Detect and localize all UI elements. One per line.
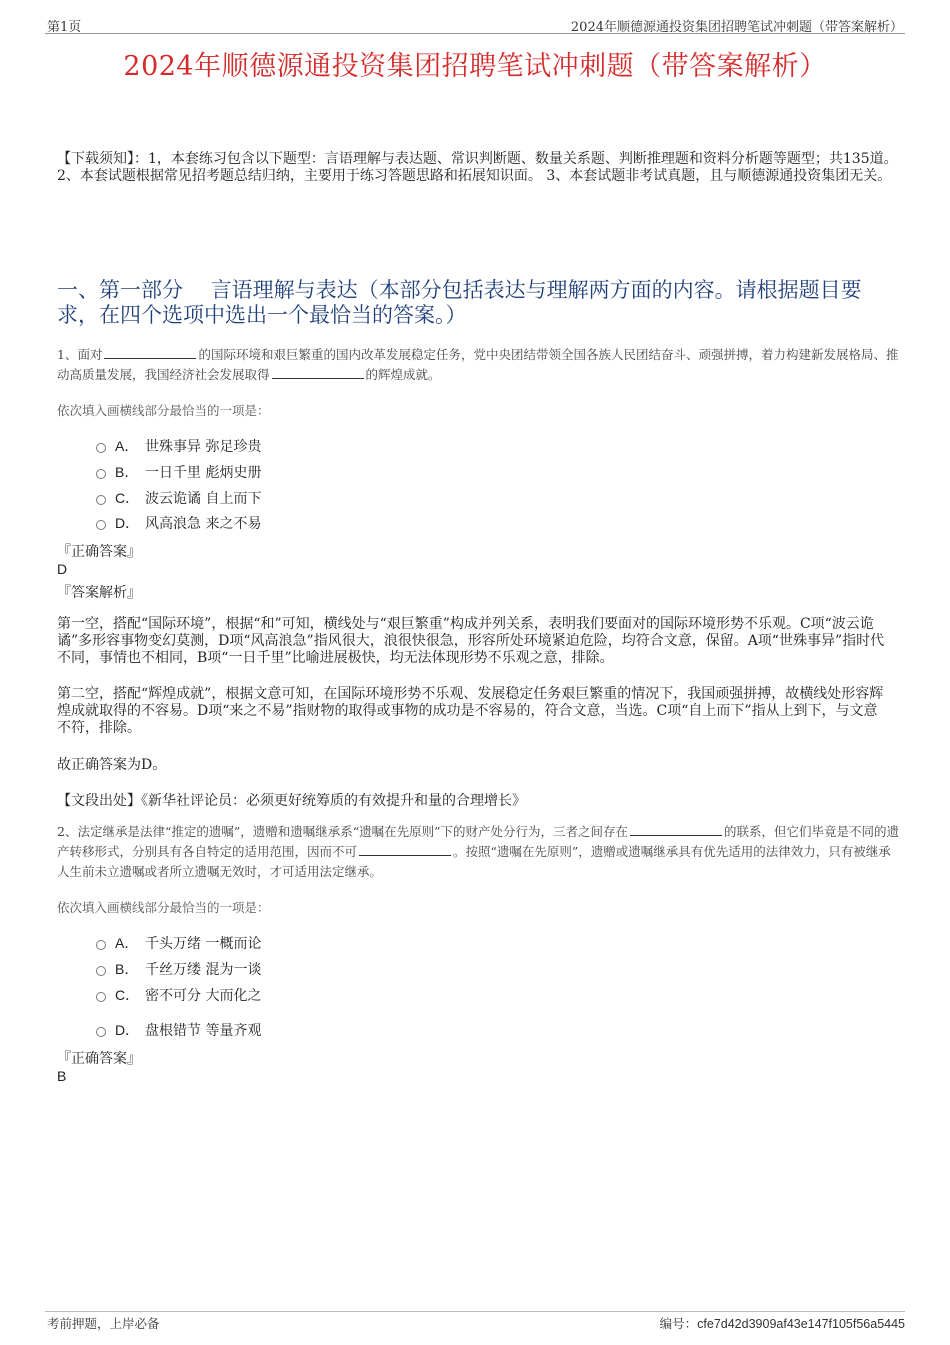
option-text: 一日千里 彪炳史册: [145, 465, 262, 481]
question-2-text-a: 2、法定继承是法律“推定的遗嘱”，遗赠和遗嘱继承系“遗嘱在先原则”下的财产处分行为，三者之间存在: [57, 824, 629, 839]
option-text: 世殊事异 弥足珍贵: [145, 439, 262, 455]
footer-divider: [45, 1311, 905, 1312]
radio-icon[interactable]: [96, 966, 106, 976]
question-1-prompt: 依次填入画横线部分最恰当的一项是：: [57, 403, 270, 418]
option-text: 风高浪急 来之不易: [145, 516, 262, 532]
blank-line: [359, 843, 451, 856]
option-letter: B．: [115, 961, 139, 977]
question-1-answer: D: [57, 561, 68, 577]
question-1-option-c[interactable]: [96, 488, 261, 508]
question-1-option-a[interactable]: [96, 436, 261, 456]
question-1-analysis-paragraph-1: 第一空，搭配“国际环境”，根据“和”可知，横线处与“艰巨繁重”构成并列关系，表明我们要面对的国际环境形势不乐观。C项“波云诡谲”多形容事物变幻莫测，D项“风高浪急”指风很大，浪很快很急，形容所处环境紧迫危险，均符合文意，保留。A项“世殊事异”指时代不同，事情也不相同，B项“一日千里”比喻进展极快，均无法体现形势不乐观之意，排除。: [57, 616, 885, 666]
question-1-text-b: 的国际环境和艰巨繁重的国内改革发展稳定任务，党中央团结带领全国各族人民团结奋斗、顽强拼搏，着力构建新发展格局、推动高质量发展，我国经济社会发展取得: [57, 347, 899, 382]
blank-line: [104, 346, 196, 359]
page-number: 第1页: [47, 20, 82, 35]
question-2-option-c[interactable]: [96, 985, 261, 1005]
footer-code-label: 编号：: [659, 1316, 698, 1331]
option-text: 千丝万缕 混为一谈: [145, 962, 262, 978]
radio-icon[interactable]: [96, 469, 106, 479]
question-1-conclusion: 故正确答案为D。: [57, 757, 167, 773]
option-letter: B．: [115, 464, 139, 480]
question-2-prompt: 依次填入画横线部分最恰当的一项是：: [57, 900, 270, 915]
option-letter: C．: [115, 490, 140, 506]
option-letter: C．: [115, 987, 140, 1003]
question-1-analysis-label: 『答案解析』: [57, 585, 141, 601]
question-1-text-a: 1、面对: [57, 347, 103, 362]
radio-icon[interactable]: [96, 495, 106, 505]
question-1-stem: [57, 345, 900, 385]
question-1-analysis-paragraph-2: 第二空，搭配“辉煌成就”，根据文意可知，在国际环境形势不乐观、发展稳定任务艰巨繁重的情况下，我国顽强拼搏，故横线处形容辉煌成就取得的不容易。D项“来之不易”指财物的取得或事物的成功是不容易的，符合文意，当选。C项“自上而下”指从上到下，与文意不符，排除。: [57, 686, 884, 736]
option-text: 密不可分 大而化之: [145, 988, 262, 1004]
footer-code-value: cfe7d42d3909af43e147f105f56a5445: [697, 1317, 905, 1331]
option-text: 盘根错节 等量齐观: [145, 1023, 262, 1039]
page-title: 2024年顺德源通投资集团招聘笔试冲刺题（带答案解析）: [123, 51, 827, 82]
radio-icon[interactable]: [96, 940, 106, 950]
question-2-answer: B: [57, 1068, 67, 1084]
question-1-answer-label: 『正确答案』: [57, 544, 141, 560]
question-2-text-c: 。按照“遗嘱在先原则”，遗赠或遗嘱继承具有优先适用的法律效力，只有被继承人生前未立遗嘱或者所立遗嘱无效时，才可适用法定继承。: [57, 844, 891, 879]
header-doc-title: 2024年顺德源通投资集团招聘笔试冲刺题（带答案解析）: [570, 20, 903, 35]
option-letter: A．: [115, 438, 139, 454]
question-2-option-a[interactable]: [96, 933, 261, 953]
footer-slogan: 考前押题，上岸必备: [47, 1316, 160, 1331]
radio-icon[interactable]: [96, 520, 106, 530]
radio-icon[interactable]: [96, 443, 106, 453]
question-2-text-b: 的联系，但它们毕竟是不同的遗产转移形式，分别具有各自特定的适用范围，因而不可: [57, 824, 900, 859]
blank-line: [630, 823, 722, 836]
blank-line: [272, 366, 364, 379]
question-2-option-b[interactable]: [96, 959, 261, 979]
question-1-text-c: 的辉煌成就。: [365, 367, 441, 382]
download-notice: 【下载须知】：1，本套练习包含以下题型：言语理解与表达题、常识判断题、数量关系题、判断推理题和资料分析题等题型；共135道。 2、本套试题根据常见招考题总结归纳，主要用于练习答题思路和拓展知识面。 3、本套试题非考试真题，且与顺德源通投资集团无关。: [57, 151, 898, 184]
question-1-option-d[interactable]: [96, 513, 261, 533]
option-letter: D．: [115, 515, 140, 531]
option-letter: A．: [115, 935, 139, 951]
footer-code: [660, 1314, 905, 1332]
question-1-option-b[interactable]: [96, 462, 261, 482]
question-1-source: 【文段出处】《新华社评论员：必须更好统筹质的有效提升和量的合理增长》: [57, 793, 526, 809]
question-2-option-d[interactable]: [96, 1020, 261, 1040]
header-divider: [45, 33, 905, 34]
option-letter: D．: [115, 1022, 140, 1038]
section-heading: 一、第一部分 言语理解与表达（本部分包括表达与理解两方面的内容。请根据题目要求，在四个选项中选出一个最恰当的答案。）: [57, 278, 862, 327]
question-2-stem: [57, 822, 900, 882]
radio-icon[interactable]: [96, 1027, 106, 1037]
option-text: 波云诡谲 自上而下: [145, 491, 262, 507]
radio-icon[interactable]: [96, 992, 106, 1002]
question-2-answer-label: 『正确答案』: [57, 1051, 141, 1067]
option-text: 千头万绪 一概而论: [145, 936, 262, 952]
